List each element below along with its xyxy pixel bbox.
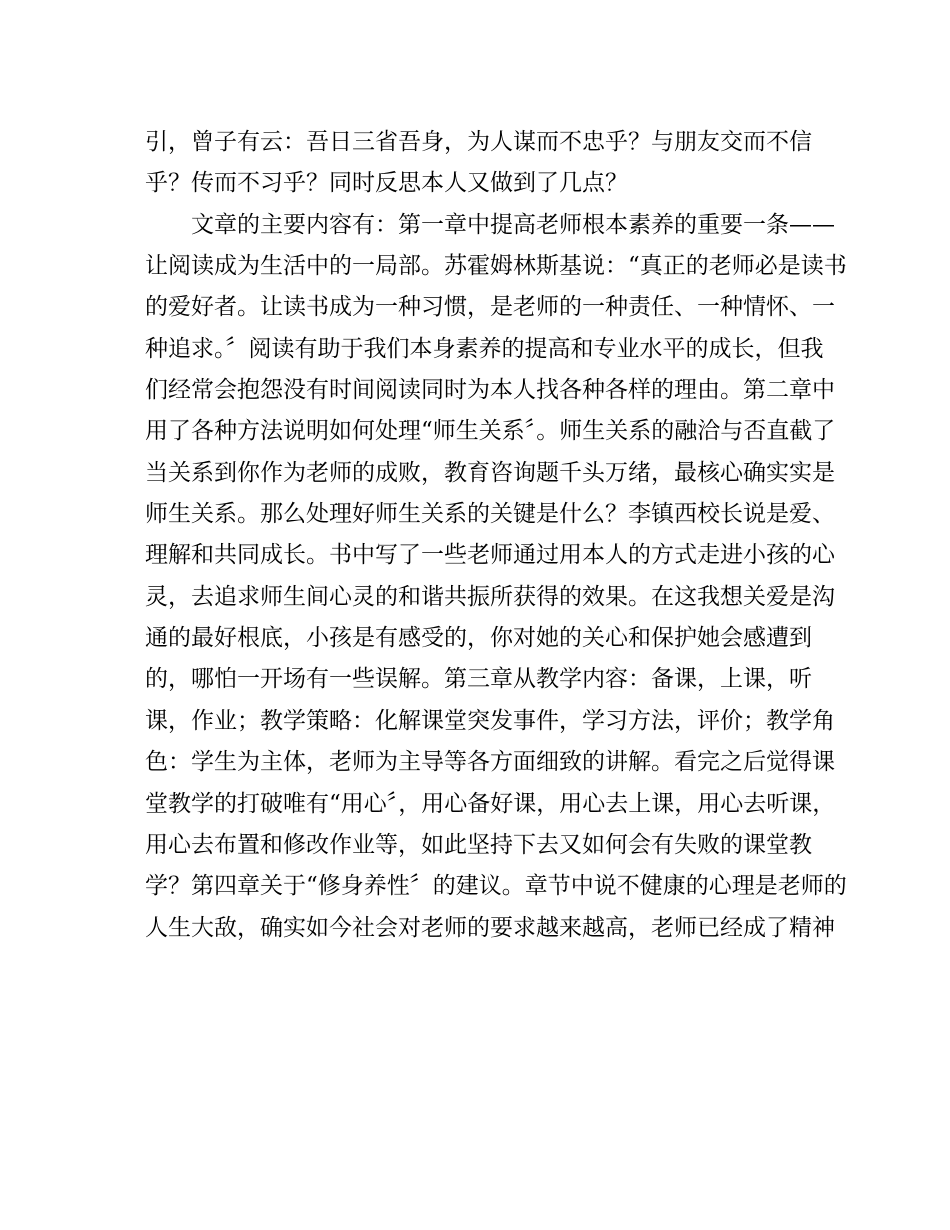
text-line: 课，作业；教学策略：化解课堂突发事件，学习方法，评价；教学角 — [145, 707, 835, 734]
text-line: 理解和共同成长。书中写了一些老师通过用本人的方式走进小孩的心 — [145, 542, 835, 569]
text-line: 师生关系。那么处理好师生关系的关键是什么？李镇西校长说是爱、 — [145, 501, 835, 528]
text-line: 让阅读成为生活中的一局部。苏霍姆林斯基说：“真正的老师必是读书 — [145, 253, 847, 280]
text-line: 乎？传而不习乎？同时反思本人又做到了几点？ — [145, 170, 628, 197]
text-line: 学？第四章关于“修身养性〞的建议。章节中说不健康的心理是老师的 — [145, 873, 847, 900]
text-line: 堂教学的打破唯有“用心〞，用心备好课，用心去上课，用心去听课， — [145, 790, 836, 817]
body-text — [145, 122, 847, 949]
text-line: 文章的主要内容有：第一章中提高老师根本素养的重要一条—— — [145, 211, 835, 238]
text-line: 灵，去追求师生间心灵的和谐共振所获得的效果。在这我想关爱是沟 — [145, 583, 835, 610]
text-line: 用心去布置和修改作业等，如此坚持下去又如何会有失败的课堂教 — [145, 831, 812, 858]
text-line: 色：学生为主体，老师为主导等各方面细致的讲解。看完之后觉得课 — [145, 749, 835, 776]
text-line: 人生大敌，确实如今社会对老师的要求越来越高，老师已经成了精神 — [145, 914, 835, 941]
text-line: 当关系到你作为老师的成败，教育咨询题千头万绪，最核心确实实是 — [145, 459, 835, 486]
text-line: 用了各种方法说明如何处理“师生关系〞。师生关系的融洽与否直截了 — [145, 418, 836, 445]
text-line: 的，哪怕一开场有一些误解。第三章从教学内容：备课，上课，听 — [145, 666, 812, 693]
text-line: 种追求。〞阅读有助于我们本身素养的提高和专业水平的成长，但我 — [145, 335, 824, 362]
text-line: 的爱好者。让读书成为一种习惯，是老师的一种责任、一种情怀、一 — [145, 294, 835, 321]
text-line: 引，曾子有云：吾日三省吾身，为人谋而不忠乎？与朋友交而不信 — [145, 129, 812, 155]
text-line: 们经常会抱怨没有时间阅读同时为本人找各种各样的理由。第二章中 — [145, 377, 835, 404]
text-line: 通的最好根底，小孩是有感受的，你对她的关心和保护她会感遭到 — [145, 625, 812, 652]
